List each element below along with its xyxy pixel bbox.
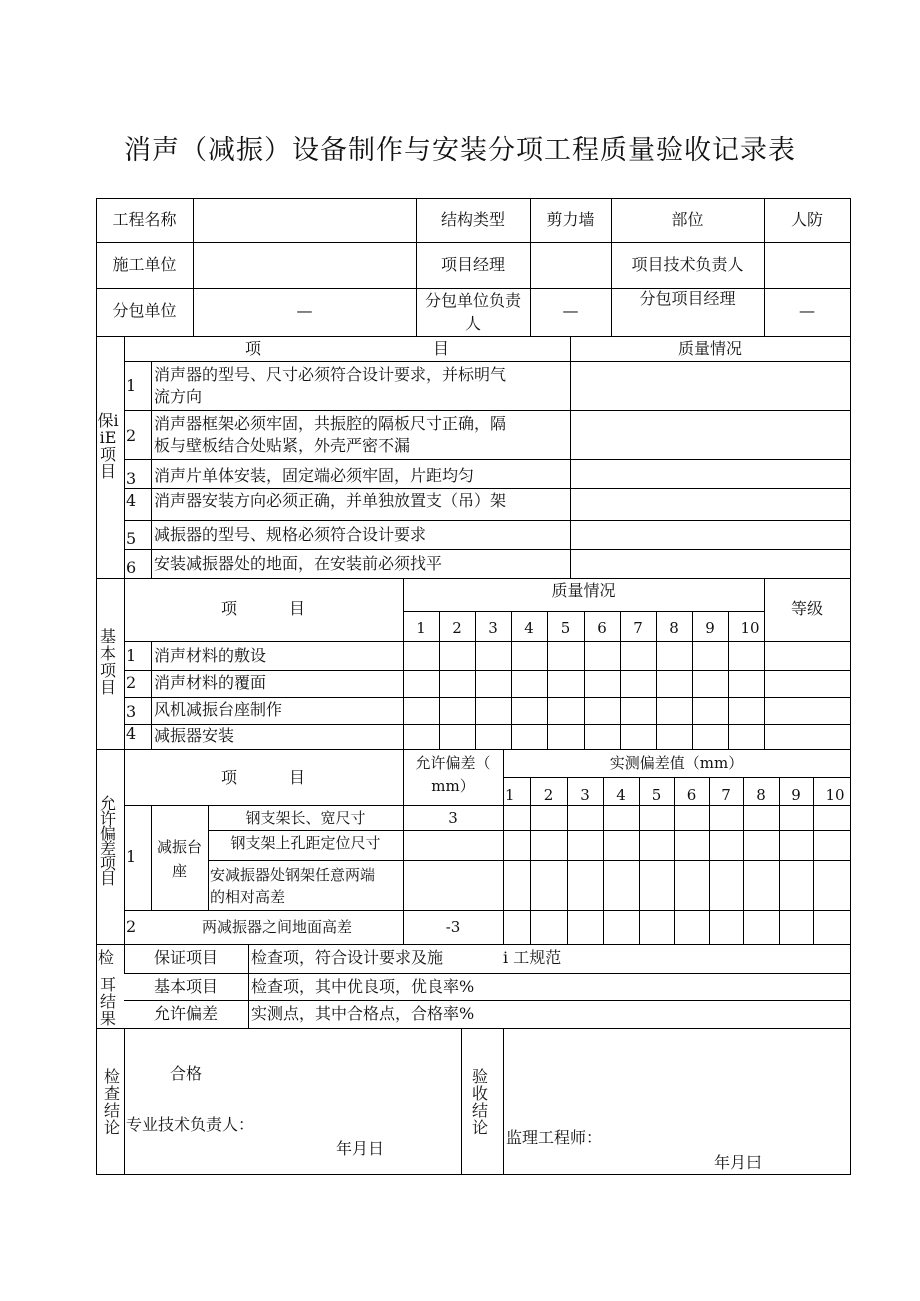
basic-item-no: 3 <box>126 702 137 721</box>
inspection-text: 检查项，符合设计要求及施 <box>251 948 444 967</box>
subcontract-pm-label: 分包项目经理 <box>639 289 736 308</box>
conclusion-result: 合格 <box>170 1064 203 1083</box>
guarantee-item-text: 消声片单体安装，固定端必须牢固，片距均匀 <box>154 466 475 485</box>
guarantee-item-text: 消声器安装方向必须正确，并单独放置支（吊）架 <box>154 491 507 510</box>
allowed-deviation-unit: mm） <box>431 777 475 795</box>
basic-num: 5 <box>560 619 571 637</box>
guarantee-item-text: 消声器的型号、尺寸必须符合设计要求，并标明气 <box>154 365 507 384</box>
basic-item-no: 1 <box>126 646 137 665</box>
inspection-text-b: i 工规范 <box>503 948 562 967</box>
deviation-row-text: 钢支架长、宽尺寸 <box>245 809 366 827</box>
deviation-num: 8 <box>756 786 766 804</box>
tech-lead-signature-label: 专业技术负责人： <box>126 1115 255 1134</box>
basic-item-no: 2 <box>126 673 137 692</box>
basic-item-text: 风机减振台座制作 <box>154 700 283 719</box>
inspection-side-label: 耳结果 <box>99 975 116 1028</box>
date-left: 年月日 <box>336 1139 385 1158</box>
inspection-label: 允许偏差 <box>153 1004 218 1023</box>
position-label: 部位 <box>671 210 704 229</box>
structure-type-label: 结构类型 <box>440 210 505 229</box>
guarantee-item-text: 消声器框架必须牢固，共振腔的隔板尺寸正确，隔 <box>154 414 507 433</box>
construction-unit-label: 施工单位 <box>112 255 177 274</box>
basic-num: 7 <box>633 619 643 637</box>
date-right: 年月曰 <box>714 1153 763 1172</box>
basic-item-no: 4 <box>126 724 137 743</box>
guarantee-col-item-2: 目 <box>433 339 450 358</box>
deviation-num: 9 <box>791 786 801 804</box>
basic-col-item-2: 目 <box>289 599 306 618</box>
guarantee-side-label: 保iiE项目 <box>97 411 119 481</box>
guarantee-item-no: 5 <box>126 529 137 548</box>
deviation-row-allow: 3 <box>448 809 458 827</box>
deviation-num: 6 <box>686 786 697 804</box>
basic-col-quality: 质量情况 <box>551 581 616 600</box>
deviation-group-label-2: 座 <box>171 862 187 880</box>
basic-num: 6 <box>597 619 607 637</box>
guarantee-item-no: 6 <box>126 558 137 577</box>
deviation-row2-no: 2 <box>126 917 137 936</box>
basic-side-label: 基本项目 <box>99 627 116 697</box>
tech-lead-label: 项目技术负责人 <box>631 255 744 274</box>
guarantee-item-no: 2 <box>126 426 137 445</box>
guarantee-item-no: 1 <box>126 376 137 395</box>
subcontract-unit-label: 分包单位 <box>112 301 177 320</box>
acceptance-conclusion-side-label: 验收结论 <box>471 1067 488 1137</box>
basic-item-text: 减振器安装 <box>154 726 235 745</box>
position-value: 人防 <box>790 210 823 229</box>
subcontract-lead-label-2: 人 <box>464 314 481 333</box>
subcontract-lead-label: 分包单位负责 <box>424 291 521 310</box>
basic-num: 4 <box>524 619 534 637</box>
deviation-col-item-2: 目 <box>289 768 306 787</box>
deviation-row2-text: 两减振器之间地面高差 <box>201 918 352 936</box>
subcontract-unit-value: — <box>296 301 313 320</box>
guarantee-item-no: 3 <box>126 469 137 488</box>
basic-num: 3 <box>488 619 498 637</box>
guarantee-item-text: 安装减振器处的地面，在安装前必须找平 <box>154 554 443 573</box>
deviation-num: 2 <box>543 786 554 804</box>
basic-col-grade: 等级 <box>790 599 823 618</box>
basic-num: 2 <box>452 619 462 637</box>
basic-item-text: 消声材料的覆面 <box>154 673 267 692</box>
deviation-row2-allow: -3 <box>445 918 461 936</box>
deviation-num: 5 <box>651 786 662 804</box>
guarantee-item-no: 4 <box>126 491 137 510</box>
project-manager-label: 项目经理 <box>440 255 505 274</box>
basic-num: 10 <box>740 619 760 637</box>
allowed-deviation-header: 允许偏差（ <box>415 754 491 772</box>
inspection-label: 基本项目 <box>153 977 218 996</box>
deviation-col-item: 项 <box>221 768 238 787</box>
inspection-side-label-top: 检 <box>98 948 115 967</box>
check-conclusion-side-label: 检查结论 <box>103 1067 120 1137</box>
deviation-group-no: 1 <box>126 847 137 866</box>
inspection-label: 保证项目 <box>153 948 218 967</box>
basic-num: 8 <box>669 619 679 637</box>
guarantee-col-item: 项 <box>245 339 262 358</box>
deviation-row-text: 钢支架上孔距定位尺寸 <box>230 834 381 852</box>
subcontract-lead-value: — <box>562 301 579 320</box>
guarantee-col-quality: 质量情况 <box>677 339 742 358</box>
guarantee-item-text-2: 流方向 <box>154 387 203 406</box>
structure-type-value: 剪力墙 <box>546 210 595 229</box>
deviation-num: 4 <box>616 786 626 804</box>
subcontract-pm-value: — <box>799 301 815 320</box>
deviation-num: 3 <box>580 786 590 804</box>
supervisor-signature-label: 监理工程师： <box>506 1128 603 1147</box>
basic-num: 1 <box>416 619 426 637</box>
guarantee-item-text-2: 板与壁板结合处贴紧，外壳严密不漏 <box>154 436 411 455</box>
deviation-row-text: 安减振器处钢架任意两端 <box>210 866 376 884</box>
basic-col-item: 项 <box>221 599 238 618</box>
deviation-side-label: 允许偏差项目 <box>99 794 116 888</box>
deviation-num: 1 <box>505 786 515 804</box>
basic-num: 9 <box>705 619 715 637</box>
guarantee-item-text: 减振器的型号、规格必须符合设计要求 <box>154 525 427 544</box>
inspection-text: 检查项，其中优良项，优良率% <box>251 977 475 996</box>
measured-deviation-header: 实测偏差值（mm） <box>609 754 744 772</box>
page-title: 消声（减振）设备制作与安装分项工程质量验收记录表 <box>124 135 796 166</box>
deviation-num: 10 <box>825 786 845 804</box>
basic-item-text: 消声材料的敷设 <box>154 646 267 665</box>
deviation-group-label: 减振台 <box>156 838 202 856</box>
project-name-label: 工程名称 <box>112 210 177 229</box>
deviation-row-text-2: 的相对高差 <box>210 888 286 906</box>
inspection-text: 实测点，其中合格点，合格率% <box>251 1004 475 1023</box>
deviation-num: 7 <box>721 786 731 804</box>
